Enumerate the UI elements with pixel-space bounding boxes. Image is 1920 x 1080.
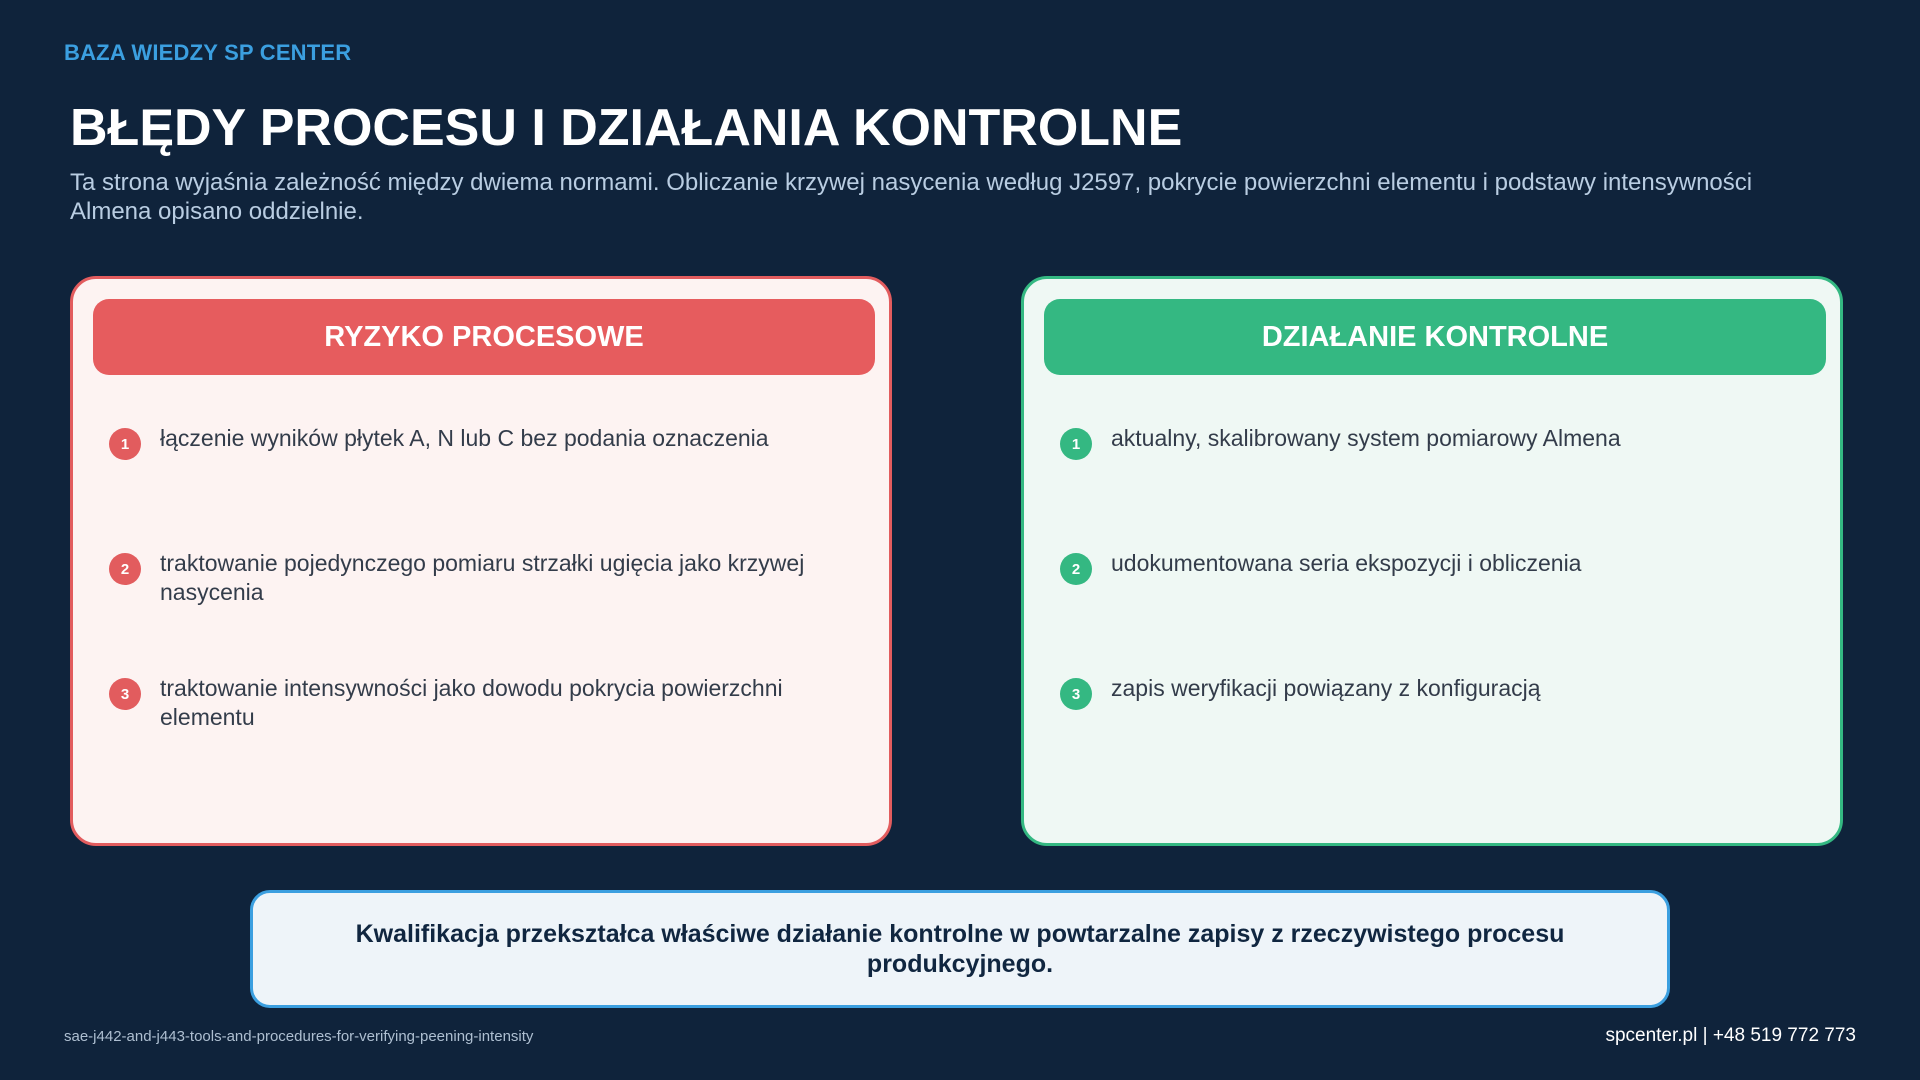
control-panel [1021,276,1843,846]
control-item-text: aktualny, skalibrowany system pomiarowy Almena [1111,425,1621,451]
risk-item-text: łączenie wyników płytek A, N lub C bez podania oznaczenia [160,425,769,451]
page-title: BŁĘDY PROCESU I DZIAŁANIA KONTROLNE [70,99,1183,157]
footer-slug: sae-j442-and-j443-tools-and-procedures-for-verifying-peening-intensity [64,1028,534,1045]
risk-item-1 [109,424,869,549]
risk-item-text: traktowanie intensywności jako dowodu pokrycia powierzchni elementu [160,675,783,730]
control-number-badge: 3 [1060,678,1092,710]
risk-panel-header: RYZYKO PROCESOWE [93,299,875,375]
page-subtitle: Ta strona wyjaśnia zależność między dwiema normami. Obliczanie krzywej nasycenia według J2597, pokrycie powierzchni elementu i podstawy intensywności Almena opisano oddzielnie. [70,169,1753,225]
control-item-2 [1060,549,1820,674]
control-number-badge: 2 [1060,553,1092,585]
risk-number-badge: 2 [109,553,141,585]
risk-list [109,424,869,799]
control-panel-header: DZIAŁANIE KONTROLNE [1044,299,1826,375]
risk-item-text: traktowanie pojedynczego pomiaru strzałki ugięcia jako krzywej nasycenia [160,550,805,605]
control-item-text: zapis weryfikacji powiązany z konfiguracją [1111,675,1541,701]
control-list [1060,424,1820,799]
control-number-badge: 1 [1060,428,1092,460]
risk-number-badge: 3 [109,678,141,710]
risk-number-badge: 1 [109,428,141,460]
summary-callout: Kwalifikacja przekształca właściwe działanie kontrolne w powtarzalne zapisy z rzeczywistego procesu produkcyjnego. [250,890,1670,1008]
control-item-text: udokumentowana seria ekspozycji i obliczenia [1111,550,1582,576]
footer-contact: spcenter.pl | +48 519 772 773 [1605,1025,1856,1046]
risk-item-2 [109,549,869,674]
risk-panel [70,276,892,846]
risk-item-3 [109,674,869,799]
eyebrow-label: BAZA WIEDZY SP CENTER [64,40,352,65]
control-item-1 [1060,424,1820,549]
control-item-3 [1060,674,1820,799]
